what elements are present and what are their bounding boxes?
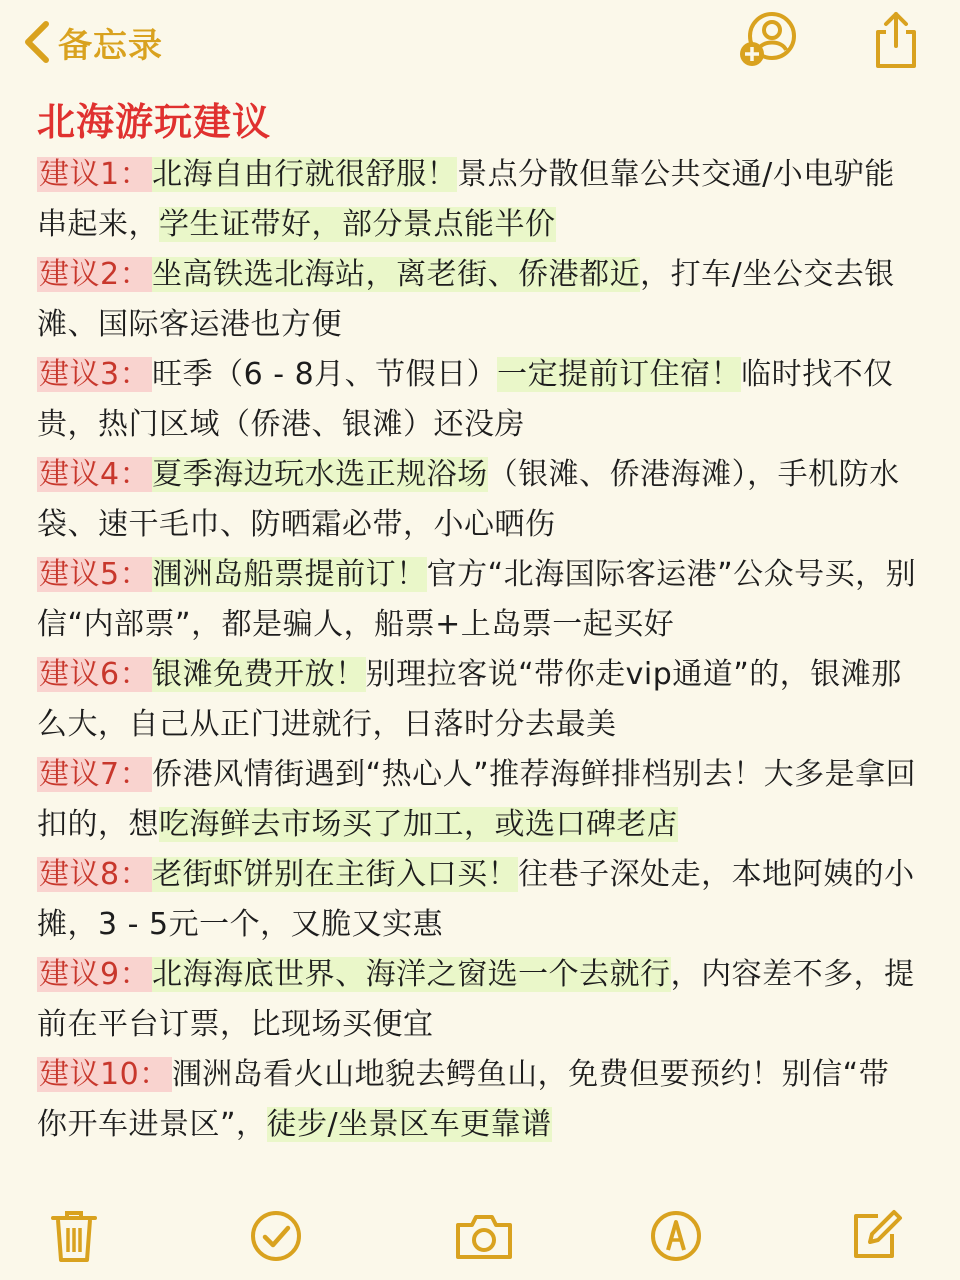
compose-icon (848, 1208, 904, 1268)
tip-highlight-2: 徒步/坐景区车更靠谱 (266, 1107, 552, 1142)
tip-highlight: 坐高铁选北海站，离老街、侨港都近 (152, 257, 641, 292)
tip-6 (37, 650, 917, 750)
tip-text: 别理拉客说“带你走vip通道”的，银滩那么大，自己从正门进就行，日落时分去最美 (37, 657, 902, 742)
tip-highlight: 银滩免费开放！ (152, 657, 366, 692)
tip-label: 建议5： (39, 557, 151, 592)
tip-text: ，打车/坐公交去银滩、国际客运港也方便 (37, 257, 895, 342)
tip-text-2: 临时找不仅贵，热门区域（侨港、银滩）还没房 (37, 357, 894, 442)
tip-highlight: 夏季海边玩水选正规浴场 (152, 457, 488, 492)
collaborate-button[interactable] (736, 10, 800, 74)
share-icon (870, 10, 922, 74)
tip-label: 建议9： (39, 957, 151, 992)
tip-highlight: 涠洲岛船票提前订！ (152, 557, 427, 592)
tip-label: 建议10： (39, 1057, 170, 1092)
note-title: 北海游玩建议 (37, 100, 272, 144)
tip-text: （银滩、侨港海滩），手机防水袋、速干毛巾、防晒霜必带，小心晒伤 (37, 457, 900, 542)
tip-text: 往巷子深处走，本地阿姨的小摊，3 - 5元一个，又脆又实惠 (37, 857, 915, 942)
tip-highlight-2: 学生证带好，部分景点能半价 (159, 207, 556, 242)
tip-3 (37, 350, 917, 450)
tip-label: 建议3： (39, 357, 151, 392)
tip-highlight: 北海自由行就很舒服！ (152, 157, 458, 192)
tip-9 (37, 950, 917, 1050)
tip-highlight: 北海海底世界、海洋之窗选一个去就行 (152, 957, 671, 992)
top-bar (0, 0, 960, 86)
add-person-icon (736, 10, 800, 74)
tip-8 (37, 850, 917, 950)
camera-icon (454, 1211, 514, 1265)
tip-5 (37, 550, 917, 650)
tip-text: 官方“北海国际客运港”公众号买，别信“内部票”，都是骗人，船票+上岛票一起买好 (37, 557, 917, 642)
tip-highlight: 老街虾饼别在主街入口买！ (152, 857, 519, 892)
tip-2 (37, 250, 917, 350)
camera-button[interactable] (454, 1208, 514, 1268)
tip-text: 旺季（6 - 8月、节假日） (152, 357, 498, 392)
markup-button[interactable] (646, 1208, 706, 1268)
tip-label: 建议7： (39, 757, 151, 792)
tip-10 (37, 1050, 917, 1150)
compose-button[interactable] (846, 1208, 906, 1268)
share-button[interactable] (864, 10, 928, 74)
tip-7 (37, 750, 917, 850)
tip-1 (37, 150, 917, 250)
delete-button[interactable] (44, 1208, 104, 1268)
tip-text: 涠洲岛看火山地貌去鳄鱼山，免费但要预约！别信“带你开车进景区”， (37, 1057, 890, 1142)
checklist-button[interactable] (246, 1208, 306, 1268)
trash-icon (49, 1208, 99, 1268)
tip-text: 侨港风情街遇到“热心人”推荐海鲜排档别去！大多是拿回扣的，想 (37, 757, 917, 842)
tip-label: 建议8： (39, 857, 151, 892)
tip-label: 建议6： (39, 657, 151, 692)
checkmark-circle-icon (248, 1208, 304, 1268)
back-label: 备忘录 (58, 25, 163, 66)
tip-label: 建议1： (39, 157, 151, 192)
tip-highlight-2: 吃海鲜去市场买了加工，或选口碑老店 (159, 807, 678, 842)
note-content[interactable] (37, 96, 917, 1150)
tip-label: 建议4： (39, 457, 151, 492)
tip-label: 建议2： (39, 257, 151, 292)
tip-highlight-2: 一定提前订住宿！ (497, 357, 742, 392)
bottom-toolbar (0, 1196, 960, 1280)
pen-markup-icon (648, 1208, 704, 1268)
chevron-left-icon (22, 20, 52, 64)
tip-text: 景点分散但靠公共交通/小电驴能串起来， (37, 157, 895, 242)
tip-text: ，内容差不多，提前在平台订票，比现场买便宜 (37, 957, 915, 1042)
tip-4 (37, 450, 917, 550)
back-button[interactable] (22, 14, 163, 70)
